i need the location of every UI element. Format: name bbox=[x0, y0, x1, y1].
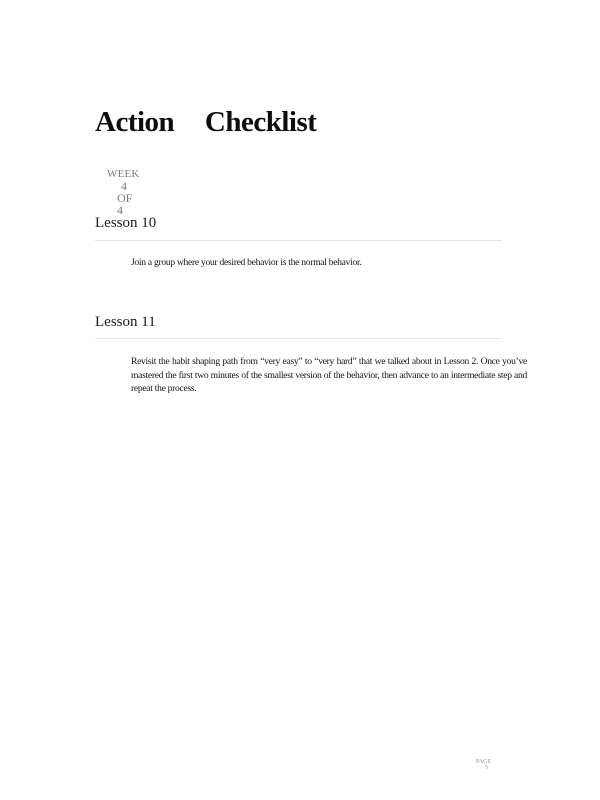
week-total: 4 bbox=[117, 203, 123, 217]
lesson-heading: Lesson 11 bbox=[95, 314, 156, 330]
page-title: Action Checklist bbox=[95, 106, 317, 138]
lesson-divider bbox=[95, 240, 502, 241]
week-label: WEEK bbox=[107, 168, 140, 180]
lesson-body: Revisit the habit shaping path from “very easy” to “very hard” that we talked about in Lesson 2. Once you’ve mastered the first two minutes of the smallest version of the behavior, then advance to an intermediate step and repeat the process. bbox=[131, 356, 527, 394]
page-number: 5 bbox=[485, 765, 488, 771]
page-footer bbox=[470, 753, 491, 777]
lesson-divider bbox=[95, 338, 502, 339]
page-label: PAGE bbox=[476, 759, 492, 765]
week-number: 4 bbox=[121, 179, 127, 193]
lesson-body: Join a group where your desired behavior is the normal behavior. bbox=[131, 257, 362, 268]
lesson-heading: Lesson 10 bbox=[95, 215, 157, 231]
week-of-label: OF bbox=[117, 191, 133, 205]
